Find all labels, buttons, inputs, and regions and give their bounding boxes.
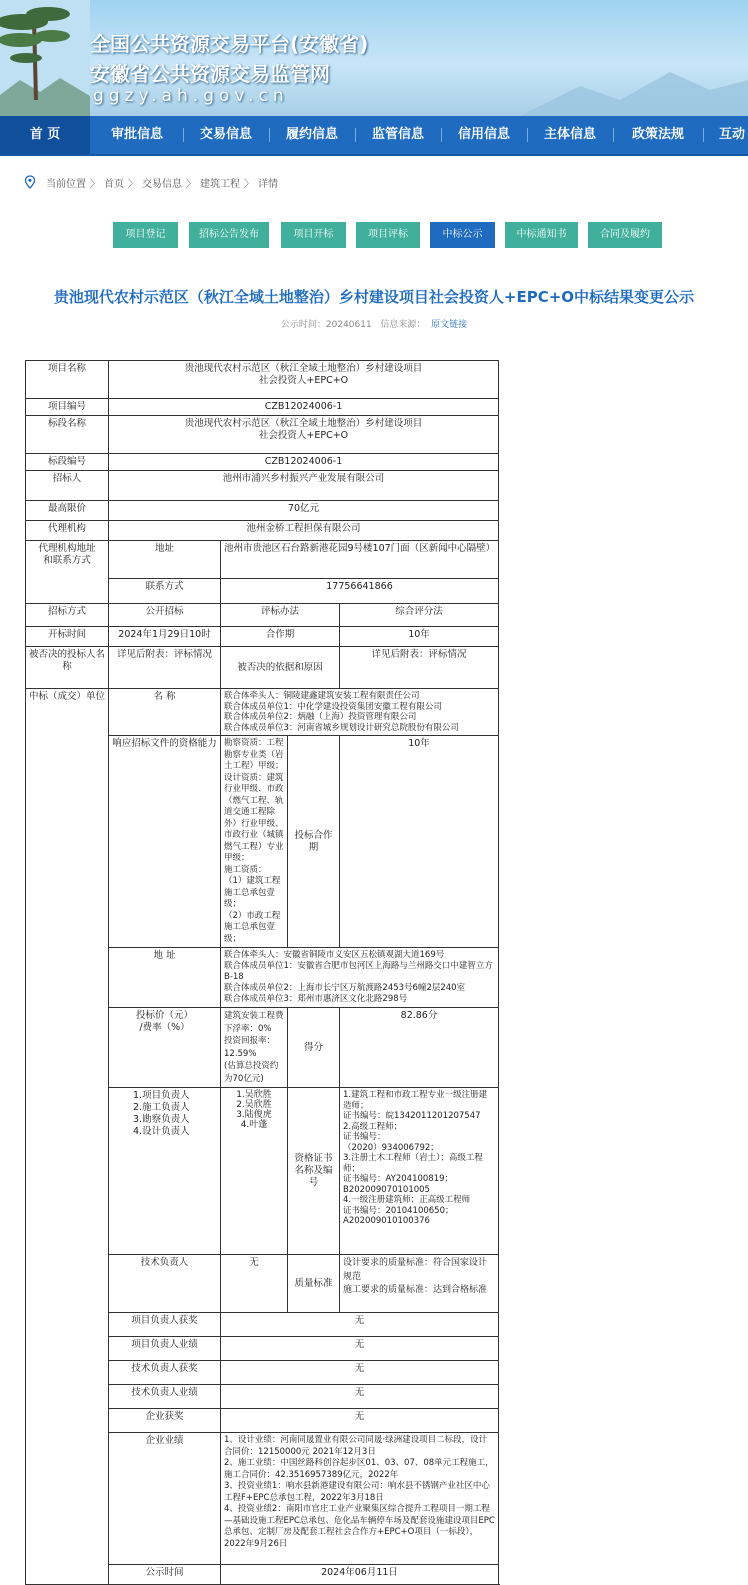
cell-value: 池州金桥工程担保有限公司	[109, 521, 499, 541]
source-label: 信息来源：	[380, 320, 426, 330]
breadcrumb-construction[interactable]: 建筑工程	[200, 178, 240, 190]
cell-label: 项目名称	[26, 361, 109, 399]
winner-address: 联合体牵头人：安徽省铜陵市义安区五松镇观湖大道169号 联合体成员单位1：安徽省合肥市包河区上海路与兰州路交口中建智立方B-18 联合体成员单位2：上海市长宁区万航渡路2453号6幢2层240室 联合体成员单位3：郑州市惠济区文化北路298号	[221, 948, 499, 1008]
cell-value: 无	[221, 1409, 499, 1433]
tab-bid-opening[interactable]: 项目开标	[281, 222, 346, 248]
cell-label: 投标价（元） /费率（%）	[109, 1008, 221, 1088]
cell-value: 详见后附表：评标情况	[109, 647, 221, 689]
table-row	[26, 541, 499, 579]
article-title: 贵池现代农村示范区（秋江全域土地整治）乡村建设项目社会投资人+EPC+O中标结果变更公示	[53, 288, 695, 306]
cell-label: 中标（成交）单位	[26, 689, 109, 1585]
table-row	[26, 521, 499, 541]
cell-label: 被否决的投标人名称	[26, 647, 109, 689]
cell-label: 资格证书名称及编号	[288, 1088, 340, 1255]
tab-contract[interactable]: 合同及履约	[588, 222, 662, 248]
cell-label: 被否决的依据和原因	[221, 647, 340, 689]
table-row	[26, 689, 499, 736]
winner-names: 联合体牵头人：铜陵建鑫建筑安装工程有限责任公司 联合体成员单位1：中化学建设投资集团安徽工程有限公司 联合体成员单位2：炳融（上海）投资管理有限公司 联合体成员单位3：河南省城乡规划设计研究总院股份有限公司	[221, 689, 499, 736]
cell-label: 标段编号	[26, 454, 109, 471]
breadcrumb-separator: 〉	[244, 178, 254, 190]
cell-value: 2024年06月11日	[221, 1565, 499, 1585]
nav-trade[interactable]: 交易信息	[199, 127, 252, 142]
corp-performance: 1、设计业绩：河南同晟置业有限公司同晟·绿洲建设项目二标段，设计合同价：12150000元 2021年12月3日 2、施工业绩：中国丝路科创谷起步区01、03、07、08单元工程施工，施工合同价：42.3516957389亿元，2022年 3、投资业绩1：响水县新港建设有限公司：响水县不锈钢产业社区中心工程F+EPC总承包工程，2022年3月18日 4、投资业绩2：南阳市官庄工业产业聚集区综合提升工程项目一期工程—基础设施工程EPC总承包、危化品车辆停车场及配套设施建设项目EPC总承包、定制厂房及配套工程社会合作方+EPC+O项目（一标段），2022年9月26日	[221, 1433, 499, 1565]
cell-value: 贵池现代农村示范区（秋江全域土地整治）乡村建设项目 社会投资人+EPC+O	[109, 361, 499, 399]
cell-value: CZB12024006-1	[109, 454, 499, 471]
breadcrumb-trade[interactable]: 交易信息	[142, 178, 182, 190]
location-pin-icon	[24, 175, 36, 189]
table-row	[26, 647, 499, 689]
award-table	[25, 360, 499, 1585]
nav-policy[interactable]: 政策法规	[631, 127, 684, 142]
cell-label: 合作期	[221, 627, 340, 647]
cell-value: 10年	[340, 627, 499, 647]
cell-label: 最高限价	[26, 501, 109, 521]
cell-label: 技术负责人业绩	[109, 1385, 221, 1409]
table-row	[26, 361, 499, 399]
cell-label: 招标方式	[26, 604, 109, 627]
cell-label: 开标时间	[26, 627, 109, 647]
cell-value: 2024年1月29日10时	[109, 627, 221, 647]
pine-tree-illustration	[0, 0, 90, 116]
stage-tabs	[0, 222, 748, 248]
cell-label: 公示时间	[109, 1565, 221, 1585]
cell-label: 技术负责人	[109, 1255, 221, 1313]
cell-value: 82.86分	[340, 1008, 499, 1088]
cell-label: 得分	[288, 1008, 340, 1088]
manager-names: 1.吴欣胜 2.吴欣胜 3.陆俊虎 4.叶蓬	[221, 1088, 288, 1255]
cell-value: 公开招标	[109, 604, 221, 627]
bid-quote: 建筑安装工程费下浮率：0% 投资回报率：12.59% (估算总投资约为70亿元)	[221, 1008, 288, 1088]
cell-label: 技术负责人获奖	[109, 1361, 221, 1385]
cell-label: 企业业绩	[109, 1433, 221, 1565]
nav-credit[interactable]: 信用信息	[457, 127, 510, 142]
cell-value: 无	[221, 1385, 499, 1409]
cell-value: 无	[221, 1255, 288, 1313]
table-row	[26, 399, 499, 416]
site-subtitle: 安徽省公共资源交易监管网	[90, 62, 330, 86]
breadcrumb-current-location: 当前位置	[46, 178, 86, 190]
breadcrumb-separator: 〉	[90, 178, 100, 190]
main-nav	[0, 116, 748, 156]
cell-value: CZB12024006-1	[109, 399, 499, 416]
cell-label: 联系方式	[109, 579, 221, 604]
cell-label: 标段名称	[26, 416, 109, 454]
cell-label: 代理机构	[26, 521, 109, 541]
article-meta	[0, 317, 748, 330]
cell-label: 评标办法	[221, 604, 340, 627]
cell-value: 17756641866	[221, 579, 499, 604]
cell-label: 代理机构地址 和联系方式	[26, 541, 109, 604]
site-title: 全国公共资源交易平台(安徽省)	[90, 32, 369, 56]
quality-text: 设计要求的质量标准：符合国家设计规范 施工要求的质量标准：达到合格标准	[340, 1255, 499, 1313]
nav-entity[interactable]: 主体信息	[543, 127, 596, 142]
cell-label: 项目负责人获奖	[109, 1313, 221, 1337]
cell-value: 70亿元	[109, 501, 499, 521]
cell-label: 招标人	[26, 471, 109, 501]
table-row	[26, 416, 499, 454]
header-banner	[0, 0, 748, 116]
table-row	[26, 604, 499, 627]
breadcrumb	[24, 174, 278, 190]
tab-project-registration[interactable]: 项目登记	[113, 222, 178, 248]
cell-value: 详见后附表：评标情况	[340, 647, 499, 689]
cell-label: 企业获奖	[109, 1409, 221, 1433]
table-row	[26, 454, 499, 471]
cell-label: 投标合作期	[288, 736, 340, 948]
nav-home[interactable]: 首 页	[0, 116, 90, 154]
cell-value: 池州市贵池区石台路新港花园9号楼107门面（区新闻中心隔壁）	[221, 541, 499, 579]
cell-label: 响应招标文件的资格能力	[109, 736, 221, 948]
nav-interaction[interactable]: 互动	[719, 127, 746, 142]
tab-tender-announcement[interactable]: 招标公告发布	[189, 222, 269, 248]
nav-approval[interactable]: 审批信息	[110, 127, 163, 142]
cell-label: 项目编号	[26, 399, 109, 416]
table-row	[26, 501, 499, 521]
mountain-illustration	[520, 60, 748, 116]
cell-label: 地址	[109, 541, 221, 579]
publish-time: 公示时间：20240611	[280, 320, 372, 330]
nav-performance[interactable]: 履约信息	[285, 127, 338, 142]
cell-value: 贵池现代农村示范区（秋江全域土地整治）乡村建设项目 社会投资人+EPC+O	[109, 416, 499, 454]
tab-award-notice[interactable]: 中标公示	[430, 222, 495, 248]
cell-label: 质量标准	[288, 1255, 340, 1313]
site-domain: ggzy.ah.gov.cn	[93, 86, 289, 106]
cell-value: 无	[221, 1313, 499, 1337]
breadcrumb-separator: 〉	[128, 178, 138, 190]
cell-label: 名 称	[109, 689, 221, 736]
table-row	[26, 471, 499, 501]
cell-value: 无	[221, 1361, 499, 1385]
breadcrumb-detail: 详情	[258, 178, 278, 190]
breadcrumb-separator: 〉	[186, 178, 196, 190]
cell-label: 1.项目负责人 2.施工负责人 3.勘察负责人 4.设计负责人	[109, 1088, 221, 1255]
cell-label: 项目负责人业绩	[109, 1337, 221, 1361]
table-row	[26, 627, 499, 647]
cell-label: 地 址	[109, 948, 221, 1008]
cell-value: 无	[221, 1337, 499, 1361]
breadcrumb-home[interactable]: 首页	[104, 178, 124, 190]
cell-value: 10年	[340, 736, 499, 948]
tab-bid-evaluation[interactable]: 项目评标	[356, 222, 420, 248]
cell-value: 综合评分法	[340, 604, 499, 627]
source-link[interactable]: 原文链接	[431, 320, 468, 330]
cert-text: 1.建筑工程和市政工程专业一级注册建造师； 证书编号：皖1342011201207547 2.高级工程师； 证书编号： （2020）934006792； 3.注册土木工程师（岩土）；高级工程师； 证书编号：AY204100819； B202009070101005 4.一级注册建筑师；正高级工程师 证书编号：20104100650； A202009010100376	[340, 1088, 499, 1255]
qualification-text: 勘察资质：工程勘察专业类（岩土工程）甲级； 设计资质：建筑行业甲级、市政（燃气工程、轨道交通工程除外）行业甲级、市政行业（城镇燃气工程）专业甲级； 施工资质： （1）建筑工程施工总承包壹级； （2）市政工程施工总承包壹级；	[221, 736, 288, 948]
cell-value: 池州市浦兴乡村振兴产业发展有限公司	[109, 471, 499, 501]
nav-supervision[interactable]: 监管信息	[371, 127, 424, 142]
tab-award-letter[interactable]: 中标通知书	[505, 222, 578, 248]
